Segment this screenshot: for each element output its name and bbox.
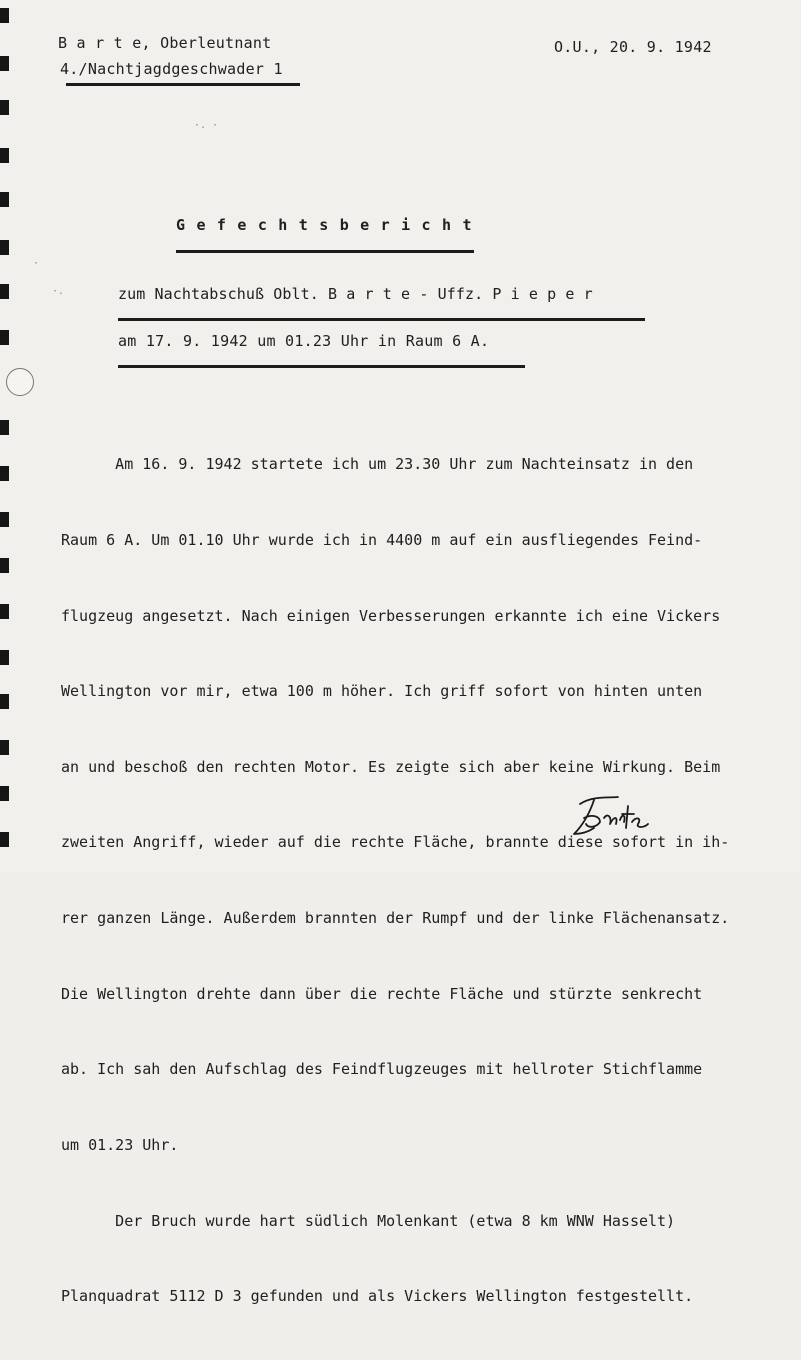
subtitle-line-2: am 17. 9. 1942 um 01.23 Uhr in Raum 6 A. xyxy=(118,332,490,350)
body-line: Wellington vor mir, etwa 100 m höher. Ich griff sofort von hinten unten xyxy=(61,682,703,701)
sender-name: B a r t e, Oberleutnant xyxy=(58,34,272,52)
body-line: Die Wellington drehte dann über die rechte Fläche und stürzte senkrecht xyxy=(61,984,703,1003)
paper-speck: · xyxy=(33,258,40,269)
subtitle-line-1: zum Nachtabschuß Oblt. B a r t e - Uffz. P i e p e r xyxy=(118,285,593,303)
place-date: O.U., 20. 9. 1942 xyxy=(554,38,712,56)
body-line: rer ganzen Länge. Außerdem brannten der Rumpf und der linke Flächenansatz. xyxy=(61,909,730,928)
body-line: flugzeug angesetzt. Nach einigen Verbesserungen erkannte ich eine Vickers xyxy=(61,606,721,625)
paper-speck: ·. xyxy=(52,286,65,297)
body-line: Der Bruch wurde hart südlich Molenkant (etwa 8 km WNW Hasselt) xyxy=(61,1211,676,1230)
sender-unit: 4./Nachtjagdgeschwader 1 xyxy=(60,60,283,78)
body-line: um 01.23 Uhr. xyxy=(61,1135,179,1154)
sender-underline xyxy=(66,83,300,86)
binder-holes xyxy=(0,0,12,873)
title-underline xyxy=(176,250,474,253)
punch-hole xyxy=(6,368,34,396)
body-line: Planquadrat 5112 D 3 gefunden und als Vickers Wellington festgestellt. xyxy=(61,1287,694,1306)
report-title: G e f e c h t s b e r i c h t xyxy=(176,216,473,234)
report-body xyxy=(61,402,801,1360)
subtitle-underline-2 xyxy=(118,365,525,368)
body-line: Raum 6 A. Um 01.10 Uhr wurde ich in 4400 m auf ein ausfliegendes Feind- xyxy=(61,531,703,550)
subtitle-underline-1 xyxy=(118,318,645,321)
body-line: zweiten Angriff, wieder auf die rechte Fläche, brannte diese sofort in ih- xyxy=(61,833,730,852)
body-line: Am 16. 9. 1942 startete ich um 23.30 Uhr zum Nachteinsatz in den xyxy=(61,455,694,474)
body-line: an und beschoß den rechten Motor. Es zeigte sich aber keine Wirkung. Beim xyxy=(61,757,721,776)
body-line: ab. Ich sah den Aufschlag des Feindflugzeuges mit hellroter Stichflamme xyxy=(61,1060,703,1079)
handwritten-signature xyxy=(566,788,658,844)
paper-speck: ·. · xyxy=(194,120,219,131)
